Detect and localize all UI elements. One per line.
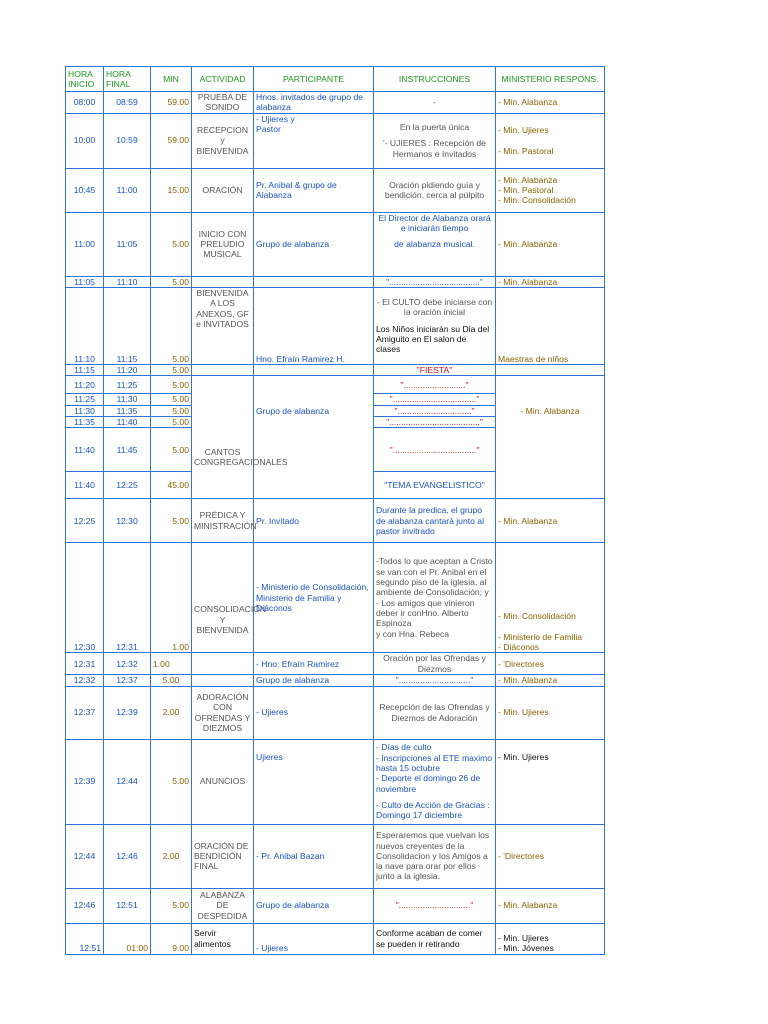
cell-ministerio: [496, 364, 605, 375]
cell-participante: Grupo de alabanza: [254, 888, 374, 923]
header-participante: PARTICIPANTE: [254, 67, 374, 92]
cell-actividad: ORACIÓN DE BENDICIÓN FINAL: [192, 824, 254, 888]
cell-hora-inicio: 12:44: [66, 824, 104, 888]
cell-instrucciones-2: Los Niños iniciarán su Dia del Amiguito en El salon de clases: [376, 323, 490, 355]
cell-instrucciones-1: - El CULTO debe iniciarse con la oración inicial: [376, 297, 493, 318]
cell-min: 5.00: [151, 364, 192, 375]
cell-actividad-cantos: CANTOS CONGREGACIONALES: [192, 376, 254, 499]
table-row: [66, 376, 605, 394]
table-row: [66, 686, 605, 739]
table-row: [66, 364, 605, 375]
cell-hora-inicio: 11:10: [66, 287, 104, 364]
cell-ministerio: - Min. Ujieres - Min. Pastoral: [498, 125, 554, 156]
cell-ministerio-cantos: - Min. Alabanza: [496, 376, 605, 499]
cell-hora-inicio: 12:25: [66, 499, 104, 543]
cell-hora-inicio: 12:51: [66, 923, 104, 954]
cell-hora-inicio: 11:40: [66, 472, 104, 499]
table-row: [66, 543, 605, 653]
cell-actividad: ANUNCIOS: [192, 739, 254, 824]
cell-actividad: [192, 364, 254, 375]
cell-instrucciones: Durante la predica, el grupo de alabanza cantará junto al pastor invitrado: [374, 499, 496, 543]
cell-hora-inicio: 12:32: [66, 675, 104, 686]
table-row: [66, 168, 605, 212]
table-row: [66, 212, 605, 276]
cell-instrucciones-1: El Director de Alabanza orará e iniciarán tiempo: [378, 212, 491, 233]
cell-hora-inicio: 08:00: [66, 92, 104, 114]
header-row: [66, 67, 605, 92]
cell-hora-final: 12:44: [104, 739, 151, 824]
cell-actividad: Servir alimentos: [192, 923, 254, 954]
cell-instrucciones-1: - Días de culto - Inscripciones al ETE maximo hasta 15 octubre - Deporte el domingo 26 de noviembre: [376, 742, 493, 794]
cell-ministerio: - Min. Alabanza: [496, 499, 605, 543]
cell-min: 5.00: [151, 376, 192, 394]
cell-participante: - Ujieres y Pastor: [256, 113, 295, 134]
cell-participante: Ujieres: [254, 739, 374, 824]
cell-participante: - Pr. Anibal Bazan: [254, 824, 374, 888]
header-hora-inicio: HORA INICIO: [66, 67, 104, 92]
cell-hora-final: 11:05: [104, 212, 151, 276]
cell-hora-final: 11:30: [104, 394, 151, 405]
cell-participante: [254, 364, 374, 375]
cell-min: 5.00: [151, 499, 192, 543]
table-row: [66, 888, 605, 923]
cell-instrucciones: Recepción de las Ofrendas y Diezmos de Adoración: [374, 686, 496, 739]
header-instrucciones: INSTRUCCIONES: [374, 67, 496, 92]
cell-instrucciones: "TEMA EVANGELISTICO": [374, 472, 496, 499]
table-row: [66, 499, 605, 543]
cell-participante: - Ujieres: [254, 923, 374, 954]
cell-actividad: PRÉDICA Y MINISTRACIÓN: [192, 499, 254, 543]
cell-participante: - Ujieres: [254, 686, 374, 739]
cell-participante-cantos: Grupo de alabanza: [254, 376, 374, 499]
cell-hora-final: 12:46: [104, 824, 151, 888]
cell-instrucciones: -Todos lo que aceptan a Cristo se van con el Pr. Anibal en el segundo piso de la iglesia, al ambiente de Consolidación; y - Los amigos que vinieron deber ir conHno. Alberto Espinoza y con Hna. Rebeca: [376, 556, 493, 639]
cell-hora-inicio: 11:05: [66, 276, 104, 287]
cell-ministerio: Maestras de niños: [496, 287, 605, 364]
cell-participante: Pr. Invitado: [254, 499, 374, 543]
cell-hora-final: 11:35: [104, 405, 151, 416]
cell-hora-final: 11:00: [104, 168, 151, 212]
cell-instrucciones: "...................................": [374, 394, 496, 405]
cell-hora-final: 12:37: [104, 675, 151, 686]
cell-hora-inicio: 11:30: [66, 405, 104, 416]
cell-ministerio: - Min. Ujieres: [496, 686, 605, 739]
cell-hora-inicio: 12:46: [66, 888, 104, 923]
cell-hora-final: 08:59: [104, 92, 151, 114]
cell-ministerio: - Min. Ujieres - Min. Jóvenes: [498, 932, 554, 954]
cell-actividad: [192, 675, 254, 686]
cell-instrucciones-2: - Culto de Acción de Gracias : Domingo 17 diciembre: [376, 799, 490, 821]
cell-min: 5.00: [151, 394, 192, 405]
cell-hora-final: 11:10: [104, 276, 151, 287]
cell-participante: Grupo de alabanza: [254, 675, 374, 686]
cell-min: 5.00: [151, 287, 192, 364]
cell-instrucciones: -: [374, 92, 496, 114]
cell-instrucciones: Esperaremos que vuelvan los nuevos creyentes de la Consolidacion y los Amigos a la nave para orar por ellos junto a la iglesia.: [374, 824, 496, 888]
cell-min: 5.00: [151, 675, 192, 686]
cell-hora-inicio: 12:30: [66, 543, 104, 653]
cell-instrucciones: "..............................": [374, 675, 496, 686]
cell-instrucciones: "..............................": [374, 888, 496, 923]
cell-min: 1.00: [151, 543, 192, 653]
cell-hora-final: 12:30: [104, 499, 151, 543]
cell-hora-final: 11:20: [104, 364, 151, 375]
cell-hora-final: 01:00: [104, 923, 151, 954]
cell-instrucciones: "...............................": [374, 405, 496, 416]
cell-ministerio: - 'Directores: [496, 824, 605, 888]
cell-min: 5.00: [151, 888, 192, 923]
cell-participante: - Hno. Efraín Ramirez: [254, 653, 374, 675]
cell-hora-final: 12:32: [104, 653, 151, 675]
cell-ministerio: - Min. Alabanza: [496, 675, 605, 686]
cell-hora-final: 12:51: [104, 888, 151, 923]
cell-actividad: ALABANZA DE DESPEDIDA: [192, 888, 254, 923]
cell-ministerio: - Min. Alabanza - Min. Pastoral - Min. Consolidación: [498, 174, 576, 206]
cell-instrucciones: "...................................": [374, 428, 496, 472]
cell-hora-inicio: 10:00: [66, 113, 104, 168]
cell-min: 15.00: [151, 168, 192, 212]
cell-hora-inicio: 11:35: [66, 416, 104, 427]
cell-min: 59.00: [151, 92, 192, 114]
cell-participante: Hnos. invitados de grupo de alabanza: [254, 92, 374, 114]
cell-min: 5.00: [151, 212, 192, 276]
cell-min: 5.00: [151, 428, 192, 472]
cell-ministerio: - Min. Ujieres: [496, 739, 605, 824]
cell-hora-final: 11:15: [104, 287, 151, 364]
table-row: [66, 739, 605, 824]
cell-min: 5.00: [151, 276, 192, 287]
cell-participante: - Ministerio de Consolidación, Ministerio de Familia y Diáconos: [254, 543, 374, 653]
cell-hora-inicio: 11:25: [66, 394, 104, 405]
table-row: [66, 675, 605, 686]
cell-hora-inicio: 11:00: [66, 212, 104, 276]
cell-instrucciones: "......................................": [374, 276, 496, 287]
cell-instrucciones: "......................................": [374, 416, 496, 427]
cell-hora-final: 12:25: [104, 472, 151, 499]
cell-actividad: [192, 276, 254, 287]
cell-min: 5.00: [151, 739, 192, 824]
cell-instrucciones: Oración por las Ofrendas y Diezmos: [374, 653, 496, 675]
table-row: [66, 923, 605, 954]
cell-participante: Hno. Efraín Ramirez H.: [254, 287, 374, 364]
cell-instrucciones-1: En la puerta única: [399, 122, 470, 133]
cell-min: 5.00: [151, 405, 192, 416]
program-table: [65, 66, 605, 955]
cell-hora-inicio: 12:37: [66, 686, 104, 739]
cell-hora-final: 11:45: [104, 428, 151, 472]
cell-actividad: [192, 653, 254, 675]
cell-min: 2.00: [151, 824, 192, 888]
cell-actividad: CONSOLIDACIÓN Y BIENVENIDA: [192, 543, 254, 653]
cell-min: 59.00: [151, 113, 192, 168]
cell-ministerio: - Min. Alabanza: [496, 888, 605, 923]
table-row: [66, 287, 605, 364]
cell-hora-final: 12:39: [104, 686, 151, 739]
header-min: MIN: [151, 67, 192, 92]
cell-ministerio: - Min. Alabanza: [496, 276, 605, 287]
cell-min: 5.00: [151, 416, 192, 427]
cell-actividad: ORACIÓN: [192, 168, 254, 212]
cell-participante: Pr. Anibal & grupo de Alabanza: [254, 168, 374, 212]
cell-min: 9.00: [151, 923, 192, 954]
cell-actividad: PRUEBA DE SONIDO: [192, 92, 254, 114]
table-row: [66, 92, 605, 114]
cell-min: 2.00: [151, 686, 192, 739]
cell-instrucciones: Oración pidiendo guía y bendición, cerca al púlpito: [374, 168, 496, 212]
cell-actividad: BIENVENIDA A LOS ANEXOS, GF e INVITADOS: [192, 287, 254, 364]
cell-hora-inicio: 12:31: [66, 653, 104, 675]
table-row: [66, 113, 605, 168]
cell-participante: Grupo de alabanza: [254, 212, 374, 276]
cell-participante: [254, 276, 374, 287]
cell-hora-inicio: 11:20: [66, 376, 104, 394]
cell-ministerio: - Min. Consolidación - Ministerio de Familia - Diáconos: [498, 610, 583, 652]
cell-hora-inicio: 12:39: [66, 739, 104, 824]
cell-instrucciones: Conforme acaban de comer se pueden ir retirando: [374, 923, 496, 954]
cell-hora-inicio: 11:15: [66, 364, 104, 375]
cell-instrucciones-2: de alabanza musical.: [394, 239, 475, 250]
cell-instrucciones: "FIESTA": [374, 364, 496, 375]
cell-hora-final: 12:31: [104, 543, 151, 653]
cell-min: 1.00: [151, 653, 192, 675]
cell-hora-inicio: 11:40: [66, 428, 104, 472]
cell-ministerio: - Min. Alabanza: [496, 212, 605, 276]
header-actividad: ACTIVIDAD: [192, 67, 254, 92]
cell-hora-final: 11:25: [104, 376, 151, 394]
cell-actividad: RECEPCION y BIENVENIDA: [192, 113, 254, 168]
cell-actividad: INICIO CON PRELUDIO MUSICAL: [192, 212, 254, 276]
table-row: [66, 824, 605, 888]
cell-ministerio: - 'Directores: [496, 653, 605, 675]
table-row: [66, 276, 605, 287]
cell-hora-final: 10:59: [104, 113, 151, 168]
cell-instrucciones-2: '- UJIERES : Recepción de Hermanos e Invitados: [383, 138, 486, 159]
header-hora-final: HORA FINAL: [104, 67, 151, 92]
cell-actividad: ADORACIÓN CON OFRENDAS Y DIEZMOS: [192, 686, 254, 739]
cell-hora-inicio: 10:45: [66, 168, 104, 212]
cell-hora-final: 11:40: [104, 416, 151, 427]
header-ministerio: MINISTERIO RESPONS.: [496, 67, 605, 92]
table-row: [66, 653, 605, 675]
cell-ministerio: - Min. Alabanza: [496, 92, 605, 114]
cell-min: 45.00: [151, 472, 192, 499]
cell-instrucciones: "..........................": [374, 376, 496, 394]
